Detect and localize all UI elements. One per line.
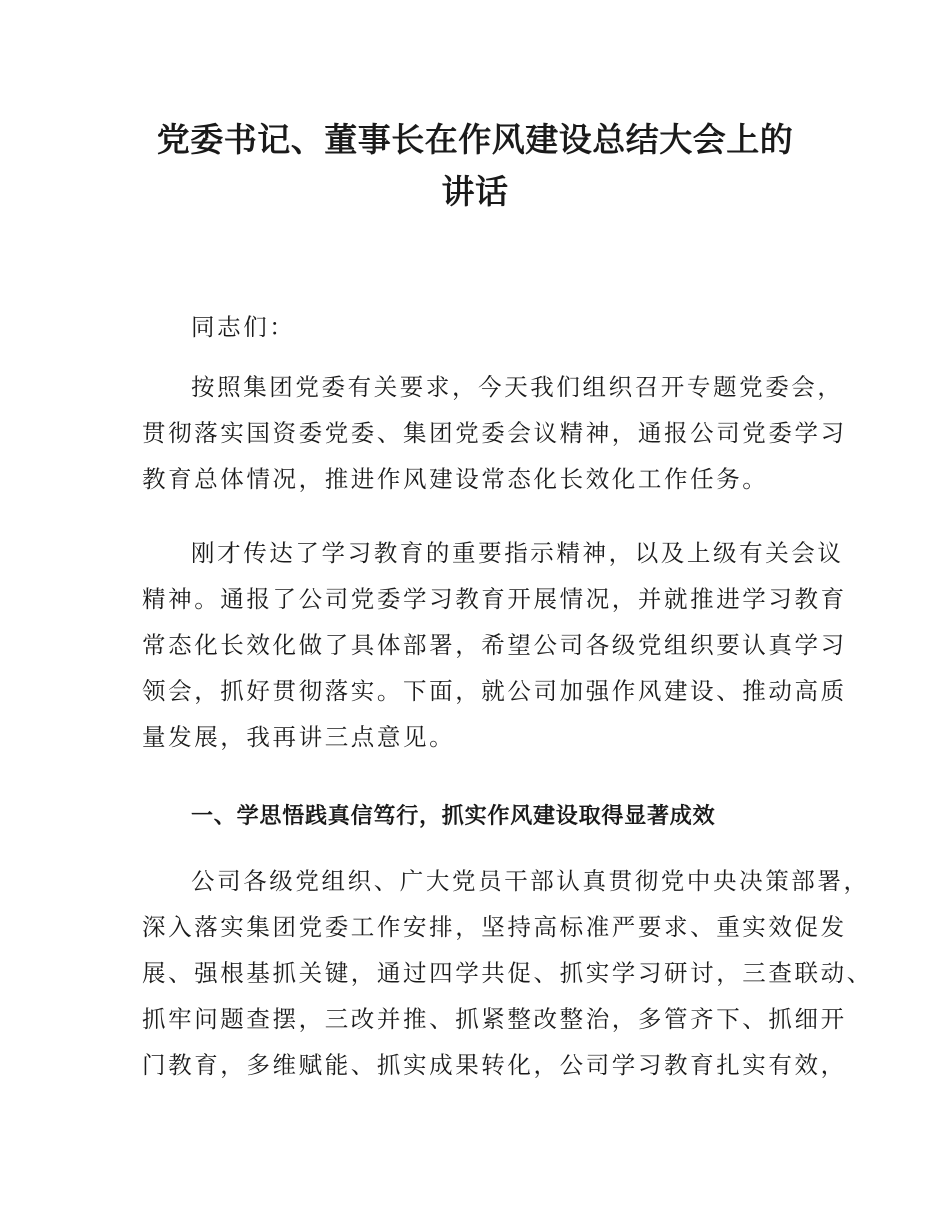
document-title-line-1: 党委书记、董事长在作风建设总结大会上的 [156, 120, 794, 159]
paragraph-line: 量发展，我再讲三点意见。 [142, 723, 456, 751]
salutation [142, 304, 832, 350]
paragraph-line: 按照集团党委有关要求，今天我们组织召开专题党委会， [191, 373, 844, 401]
paragraph-3 [142, 858, 873, 1088]
paragraph-line: 常态化长效化做了具体部署，希望公司各级党组织要认真学习 [142, 631, 847, 659]
paragraph-line: 展、强根基抓关键，通过四学共促、抓实学习研讨，三查联动、 [142, 959, 873, 987]
paragraph-2 [142, 530, 847, 760]
paragraph-line: 公司各级党组织、广大党员干部认真贯彻党中央决策部署， [191, 867, 870, 895]
paragraph-line: 抓牢问题查摆，三改并推、抓紧整改整治，多管齐下、抓细开 [142, 1005, 847, 1033]
paragraph-line: 教育总体情况，推进作风建设常态化长效化工作任务。 [142, 465, 769, 493]
paragraph-line: 深入落实集团党委工作安排，坚持高标准严要求、重实效促发 [142, 913, 847, 941]
salutation-text: 同志们： [191, 313, 296, 341]
paragraph-line: 领会，抓好贯彻落实。下面，就公司加强作风建设、推动高质 [142, 677, 847, 705]
section-heading-1: 一、学思悟践真信笃行，抓实作风建设取得显著成效 [191, 804, 716, 829]
paragraph-line: 刚才传达了学习教育的重要指示精神，以及上级有关会议 [191, 539, 844, 567]
paragraph-line: 精神。通报了公司党委学习教育开展情况，并就推进学习教育 [142, 585, 847, 613]
paragraph-1 [142, 364, 847, 502]
paragraph-line: 贯彻落实国资委党委、集团党委会议精神，通报公司党委学习 [142, 419, 847, 447]
paragraph-line: 门教育，多维赋能、抓实成果转化，公司学习教育扎实有效， [142, 1051, 847, 1079]
document-title-line-2: 讲话 [441, 172, 509, 211]
